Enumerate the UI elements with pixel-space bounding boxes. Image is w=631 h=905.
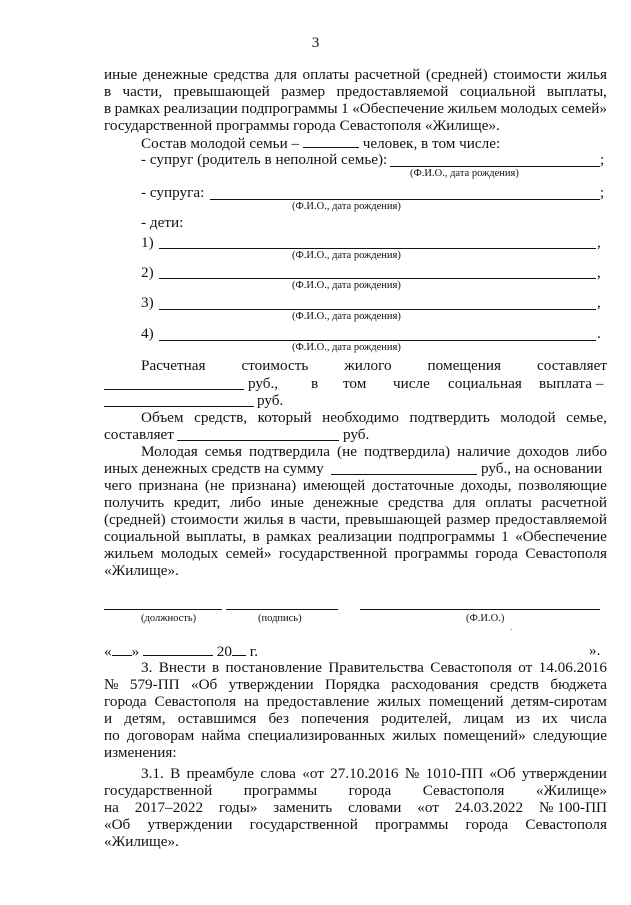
word: 2017–2022 xyxy=(134,799,204,816)
item3-line-2 xyxy=(104,676,607,693)
child-2-caption: (Ф.И.О., дата рождения) xyxy=(292,280,401,291)
word: стоимость xyxy=(241,357,309,374)
word: расчетной xyxy=(541,494,607,511)
members-count-field[interactable] xyxy=(303,134,359,148)
word: (не xyxy=(337,443,357,460)
word: размер xyxy=(281,83,326,100)
word: города xyxy=(475,545,518,562)
word: подтвердила) xyxy=(363,443,451,460)
intro-line-1 xyxy=(104,66,607,83)
word: В xyxy=(170,765,181,782)
child-1-end: , xyxy=(597,234,601,251)
item3-line-6: изменения: xyxy=(104,744,177,761)
word: найма xyxy=(201,727,241,744)
word: чего xyxy=(104,477,132,494)
word: «от xyxy=(302,765,324,782)
word: 27.10.2016 xyxy=(330,765,399,782)
word: рамках xyxy=(114,100,161,117)
word: стоимости xyxy=(493,66,562,83)
word: помещения xyxy=(427,357,502,374)
word: 1 xyxy=(341,100,349,117)
word: социальной xyxy=(104,528,180,545)
word: числа xyxy=(570,710,607,727)
item3-line-4 xyxy=(104,710,607,727)
word: специализированных xyxy=(247,727,386,744)
word: расчетной xyxy=(354,66,421,83)
word: Молодая xyxy=(141,443,198,460)
volume-suffix: руб. xyxy=(343,426,370,443)
word: необходимо xyxy=(322,409,399,426)
word: для xyxy=(453,494,476,511)
date-close-quote: » xyxy=(131,643,140,660)
word: детям, xyxy=(124,710,166,727)
word: Внести xyxy=(158,659,206,676)
word: либо xyxy=(229,494,261,511)
spouse-field[interactable] xyxy=(390,166,600,167)
word: жилых xyxy=(392,727,437,744)
word: молодой xyxy=(500,409,556,426)
word: государственной xyxy=(104,782,213,799)
name-caption: (Ф.И.О.) xyxy=(466,613,505,624)
day-field[interactable] xyxy=(112,642,132,656)
word: предоставляемой xyxy=(336,83,449,100)
child-4-end: . xyxy=(597,325,601,342)
word: 3. xyxy=(141,659,153,676)
word: в xyxy=(104,83,112,100)
word: 14.06.2016 xyxy=(538,659,607,676)
child-2-field[interactable] xyxy=(159,278,596,279)
word: программы xyxy=(243,782,318,799)
month-field[interactable] xyxy=(143,642,213,656)
wife-field[interactable] xyxy=(210,199,600,200)
word: для xyxy=(274,66,297,83)
word: получить xyxy=(104,494,165,511)
child-2-num: 2) xyxy=(141,264,154,281)
word: бюджета xyxy=(550,676,607,693)
word: реализации xyxy=(163,100,238,117)
confirm-line-2-suffix: руб., на основании xyxy=(481,460,603,477)
child-4-num: 4) xyxy=(141,325,154,342)
cost-in-word: в xyxy=(311,375,319,392)
word: либо xyxy=(575,443,607,460)
composition-suffix: человек, в том числе: xyxy=(362,135,501,152)
word: средства xyxy=(213,66,270,83)
word: предоставление xyxy=(266,693,370,710)
word: попечения xyxy=(301,710,369,727)
cost-rub-2: руб. xyxy=(257,392,284,409)
word: слова xyxy=(260,765,296,782)
word: на xyxy=(104,799,119,816)
word: детям-сиротам xyxy=(511,693,607,710)
word: города xyxy=(465,816,509,833)
word: заменить xyxy=(273,799,333,816)
word: «Об xyxy=(489,765,516,782)
word: признана) xyxy=(231,477,297,494)
word: следующие xyxy=(532,727,607,744)
child-1-num: 1) xyxy=(141,234,154,251)
word: жильем xyxy=(104,545,154,562)
word: подпрограммы xyxy=(398,528,495,545)
word: в xyxy=(104,100,112,117)
word: «Обеспечение xyxy=(352,100,445,117)
volume-prefix: составляет xyxy=(104,426,174,443)
intro-line-4: государственной программы города Севастополя «Жилище». xyxy=(104,117,500,134)
word: подтвердить xyxy=(409,409,490,426)
word: от xyxy=(518,659,533,676)
word: семей» xyxy=(225,545,272,562)
word: государственной xyxy=(249,816,358,833)
word: Севастополя xyxy=(422,782,505,799)
word: «Обеспечение xyxy=(515,528,607,545)
word: рамках xyxy=(266,528,312,545)
word: жильем xyxy=(447,100,497,117)
name-field[interactable] xyxy=(360,609,600,610)
payment-amount-field[interactable] xyxy=(104,406,254,407)
signature-field[interactable] xyxy=(226,609,338,610)
item3-line-5 xyxy=(104,727,607,744)
word: 1 xyxy=(501,528,509,545)
word: составляет xyxy=(537,357,607,374)
wife-end: ; xyxy=(600,184,605,201)
word: имеющей xyxy=(302,477,366,494)
stray-mark: . xyxy=(510,622,513,633)
word: подтвердила xyxy=(248,443,330,460)
word: жилых xyxy=(377,693,422,710)
word: средств, xyxy=(194,409,248,426)
volume-line-1 xyxy=(141,409,607,426)
word: оставшимся xyxy=(177,710,257,727)
child-1-caption: (Ф.И.О., дата рождения) xyxy=(292,250,401,261)
word: жилья xyxy=(243,511,284,528)
spouse-caption: (Ф.И.О., дата рождения) xyxy=(410,168,519,179)
word: (не xyxy=(204,477,225,494)
child-3-field[interactable] xyxy=(159,309,596,310)
word: и xyxy=(104,710,113,727)
word: утверждении xyxy=(147,816,233,833)
word: Объем xyxy=(141,409,184,426)
word: утверждении xyxy=(228,676,314,693)
word: 579-ПП xyxy=(129,676,180,693)
confirm-line-4 xyxy=(104,494,607,511)
item3-line-1 xyxy=(141,659,607,676)
word: по xyxy=(104,727,120,744)
word: (средней) xyxy=(104,511,166,528)
intro-line-3 xyxy=(104,100,607,117)
word: размер xyxy=(446,511,491,528)
word: кредит, xyxy=(173,494,221,511)
word: постановление xyxy=(225,659,322,676)
children-label: - дети: xyxy=(141,214,184,231)
word: средства xyxy=(387,494,444,511)
word: города xyxy=(348,782,392,799)
word: иные xyxy=(270,494,304,511)
word: из xyxy=(515,710,531,727)
word: подпрограммы xyxy=(241,100,338,117)
word: города xyxy=(104,693,147,710)
word: 3.1. xyxy=(141,765,164,782)
word: наличие xyxy=(457,443,511,460)
word: № xyxy=(404,765,420,782)
word: расходования xyxy=(391,676,479,693)
word: помещений xyxy=(428,693,504,710)
child-3-num: 3) xyxy=(141,294,154,311)
item31-line-2 xyxy=(104,782,607,799)
signature-caption: (подпись) xyxy=(258,613,302,624)
year-suffix: г. xyxy=(249,643,259,660)
word: части, xyxy=(300,511,341,528)
word: на xyxy=(243,693,259,710)
item31-line-5: «Жилище». xyxy=(104,833,179,850)
word: превышающей xyxy=(173,83,270,100)
family-composition xyxy=(141,134,500,152)
word: (средней) xyxy=(425,66,488,83)
year-prefix: 20 xyxy=(216,643,232,660)
word: средств xyxy=(489,676,539,693)
word: 24.03.2022 xyxy=(454,799,524,816)
word: выплаты, xyxy=(186,528,247,545)
word: № xyxy=(104,676,119,693)
child-1-field[interactable] xyxy=(159,248,596,249)
word: жилого xyxy=(344,357,392,374)
word: государственной xyxy=(278,545,388,562)
item31-line-4 xyxy=(104,816,607,833)
word: семей» xyxy=(561,100,607,117)
word: оплаты xyxy=(485,494,532,511)
confirm-line-5 xyxy=(104,511,607,528)
child-2-end: , xyxy=(597,264,601,281)
cost-payment-word: выплата – xyxy=(539,375,604,392)
word: лицам xyxy=(463,710,504,727)
word: молодых xyxy=(500,100,558,117)
confirm-line-1 xyxy=(141,443,607,460)
wife-caption: (Ф.И.О., дата рождения) xyxy=(292,201,401,212)
word: жилья xyxy=(566,66,607,83)
cost-number-word: числе xyxy=(393,375,430,392)
cost-that-word: том xyxy=(343,375,367,392)
word: Правительства xyxy=(328,659,424,676)
item3-line-3 xyxy=(104,693,607,710)
date-line xyxy=(104,642,258,660)
word: достаточные xyxy=(372,477,454,494)
word: оплаты xyxy=(302,66,350,83)
word: без xyxy=(268,710,289,727)
wife-label: - супруга: xyxy=(141,184,205,201)
word: «Об xyxy=(191,676,218,693)
position-field[interactable] xyxy=(104,609,222,610)
confirm-sum-field[interactable] xyxy=(331,474,477,475)
word: признана xyxy=(138,477,199,494)
word: доходов xyxy=(517,443,569,460)
confirm-line-6 xyxy=(104,528,607,545)
word: который xyxy=(257,409,312,426)
word: «Об xyxy=(104,816,131,833)
word: денежные xyxy=(142,66,208,83)
word: словами xyxy=(348,799,402,816)
word: Расчетная xyxy=(141,357,206,374)
word: реализации xyxy=(317,528,393,545)
volume-amount-field[interactable] xyxy=(177,440,339,441)
word: программы xyxy=(375,816,449,833)
item31-line-1 xyxy=(141,765,607,782)
cost-line-1 xyxy=(141,357,607,374)
word: части, xyxy=(122,83,163,100)
child-3-end: , xyxy=(597,294,601,311)
child-3-caption: (Ф.И.О., дата рождения) xyxy=(292,311,401,322)
word: договорам xyxy=(126,727,195,744)
confirm-line-2-prefix: иных денежных средств на сумму xyxy=(104,460,324,477)
word: годы» xyxy=(218,799,258,816)
child-4-field[interactable] xyxy=(159,340,596,341)
spouse-label: - супруг (родитель в неполной семье): xyxy=(141,151,388,168)
date-end: ». xyxy=(589,642,601,659)
word: предоставляемой xyxy=(495,511,607,528)
cost-social-word: социальная xyxy=(448,375,522,392)
word: семье, xyxy=(566,409,607,426)
date-open-quote: « xyxy=(104,643,112,660)
word: «от xyxy=(417,799,439,816)
child-4-caption: (Ф.И.О., дата рождения) xyxy=(292,342,401,353)
word: программы xyxy=(394,545,468,562)
intro-line-2 xyxy=(104,83,607,100)
confirm-line-7 xyxy=(104,545,607,562)
cost-rub-1: руб., xyxy=(248,375,279,392)
word: Севастополя xyxy=(154,693,237,710)
word: молодых xyxy=(160,545,219,562)
page-number: 3 xyxy=(311,34,320,51)
word: семья xyxy=(204,443,242,460)
word: в xyxy=(288,511,296,528)
word: социальной xyxy=(459,83,536,100)
word: помещений» xyxy=(443,727,526,744)
item31-line-3 xyxy=(104,799,607,816)
word: Севастополя xyxy=(525,816,607,833)
word: Севастополя xyxy=(525,545,607,562)
word: позволяющие xyxy=(518,477,607,494)
word: иные xyxy=(104,66,138,83)
word: в xyxy=(212,659,220,676)
confirm-line-3 xyxy=(104,477,607,494)
composition-prefix: Состав молодой семьи – xyxy=(141,135,300,152)
word: утверждении xyxy=(521,765,607,782)
word: доходы, xyxy=(460,477,512,494)
word: выплаты, xyxy=(546,83,607,100)
word: Севастополя xyxy=(430,659,512,676)
position-caption: (должность) xyxy=(141,613,197,624)
spouse-end: ; xyxy=(600,151,605,168)
word: № 100-ПП xyxy=(538,799,607,816)
word: 1010-ПП xyxy=(425,765,483,782)
cost-amount-field[interactable] xyxy=(104,389,244,390)
word: родителей, xyxy=(381,710,452,727)
word: их xyxy=(542,710,558,727)
word: денежные xyxy=(313,494,379,511)
word: преамбуле xyxy=(186,765,254,782)
word: стоимости xyxy=(170,511,239,528)
word: Порядка xyxy=(325,676,380,693)
confirm-line-8: «Жилище». xyxy=(104,562,179,579)
word: «Жилище» xyxy=(535,782,607,799)
word: в xyxy=(252,528,260,545)
year-field[interactable] xyxy=(232,642,246,656)
word: превышающей xyxy=(345,511,442,528)
